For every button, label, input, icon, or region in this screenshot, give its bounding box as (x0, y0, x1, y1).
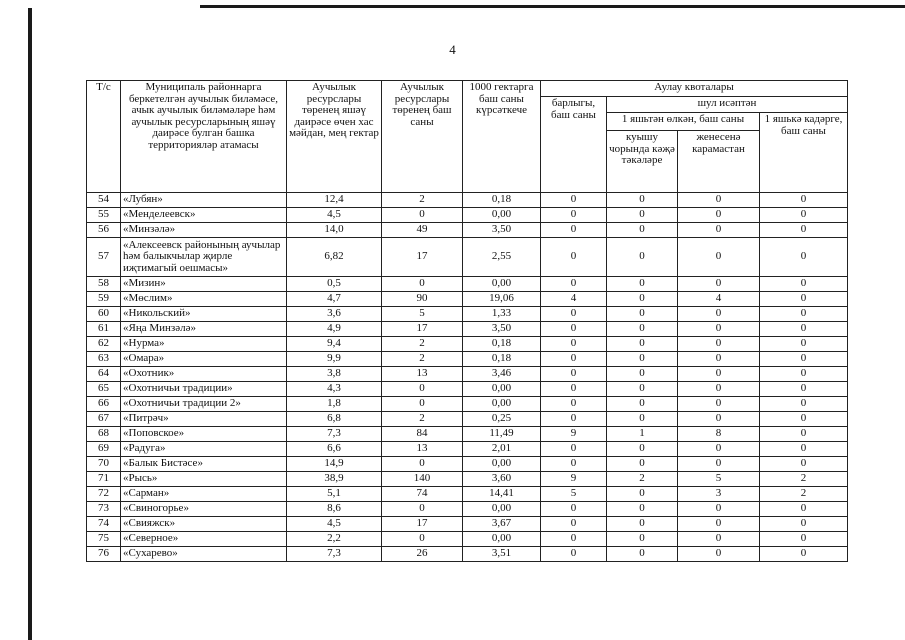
cell-under-one: 0 (760, 397, 848, 412)
cell-males: 0 (607, 322, 678, 337)
cell-area: 4,9 (287, 322, 382, 337)
table-row (87, 382, 848, 397)
cell-under-one: 2 (760, 487, 848, 502)
cell-count: 26 (382, 547, 463, 562)
cell-name: «Нурма» (121, 337, 287, 352)
cell-density: 0,00 (463, 277, 541, 292)
cell-name: «Лубян» (121, 193, 287, 208)
cell-males: 0 (607, 397, 678, 412)
cell-regardless-sex: 0 (678, 223, 760, 238)
cell-count: 0 (382, 532, 463, 547)
cell-total: 0 (541, 307, 607, 322)
cell-no: 65 (87, 382, 121, 397)
cell-no: 72 (87, 487, 121, 502)
cell-name: «Мөслим» (121, 292, 287, 307)
cell-count: 49 (382, 223, 463, 238)
cell-males: 0 (607, 382, 678, 397)
cell-no: 63 (87, 352, 121, 367)
table-row (87, 193, 848, 208)
table-row (87, 337, 848, 352)
cell-under-one: 0 (760, 442, 848, 457)
cell-area: 9,4 (287, 337, 382, 352)
cell-density: 0,00 (463, 502, 541, 517)
cell-males: 0 (607, 208, 678, 223)
cell-no: 66 (87, 397, 121, 412)
cell-males: 0 (607, 547, 678, 562)
cell-regardless-sex: 0 (678, 382, 760, 397)
cell-males: 1 (607, 427, 678, 442)
table-row (87, 292, 848, 307)
cell-no: 75 (87, 532, 121, 547)
cell-area: 8,6 (287, 502, 382, 517)
cell-under-one: 0 (760, 532, 848, 547)
table-row (87, 208, 848, 223)
cell-name: «Минзәлә» (121, 223, 287, 238)
cell-total: 0 (541, 517, 607, 532)
cell-area: 7,3 (287, 547, 382, 562)
cell-density: 2,55 (463, 238, 541, 277)
cell-regardless-sex: 0 (678, 193, 760, 208)
table-row (87, 532, 848, 547)
cell-name: «Свияжск» (121, 517, 287, 532)
header-density: 1000 гектарга баш саны күрсәткече (463, 81, 541, 193)
table-body (87, 193, 848, 562)
cell-area: 4,5 (287, 208, 382, 223)
header-quota-group: Аулау квоталары (541, 81, 848, 97)
cell-total: 0 (541, 352, 607, 367)
cell-count: 2 (382, 193, 463, 208)
cell-total: 0 (541, 382, 607, 397)
cell-males: 0 (607, 352, 678, 367)
header-males: куышу чорында кәҗә тәкәләре (607, 131, 678, 193)
cell-count: 13 (382, 367, 463, 382)
cell-density: 0,18 (463, 352, 541, 367)
cell-area: 3,8 (287, 367, 382, 382)
cell-males: 0 (607, 292, 678, 307)
table-header (87, 81, 848, 193)
cell-count: 13 (382, 442, 463, 457)
scan-top-edge (200, 5, 905, 8)
cell-no: 70 (87, 457, 121, 472)
cell-name: «Северное» (121, 532, 287, 547)
cell-density: 2,01 (463, 442, 541, 457)
table-row (87, 223, 848, 238)
cell-count: 17 (382, 517, 463, 532)
cell-total: 0 (541, 502, 607, 517)
cell-regardless-sex: 0 (678, 457, 760, 472)
cell-regardless-sex: 0 (678, 367, 760, 382)
cell-total: 9 (541, 427, 607, 442)
cell-name: «Омара» (121, 352, 287, 367)
cell-total: 0 (541, 193, 607, 208)
cell-total: 5 (541, 487, 607, 502)
table-row (87, 487, 848, 502)
cell-under-one: 2 (760, 472, 848, 487)
header-count: Аучылык ресурслары төренең баш саны (382, 81, 463, 193)
cell-density: 0,00 (463, 397, 541, 412)
cell-count: 17 (382, 322, 463, 337)
cell-males: 0 (607, 307, 678, 322)
cell-name: «Менделеевск» (121, 208, 287, 223)
cell-no: 62 (87, 337, 121, 352)
cell-area: 1,8 (287, 397, 382, 412)
cell-no: 55 (87, 208, 121, 223)
cell-under-one: 0 (760, 352, 848, 367)
cell-under-one: 0 (760, 517, 848, 532)
cell-count: 2 (382, 412, 463, 427)
cell-regardless-sex: 0 (678, 532, 760, 547)
cell-density: 0,18 (463, 193, 541, 208)
cell-males: 0 (607, 238, 678, 277)
cell-no: 60 (87, 307, 121, 322)
cell-males: 0 (607, 367, 678, 382)
cell-density: 14,41 (463, 487, 541, 502)
cell-no: 61 (87, 322, 121, 337)
table-row (87, 427, 848, 442)
cell-total: 0 (541, 277, 607, 292)
cell-area: 9,9 (287, 352, 382, 367)
cell-name: «Охотничьи традиции 2» (121, 397, 287, 412)
cell-name: «Охотник» (121, 367, 287, 382)
header-including: шул исәптән (607, 97, 848, 113)
cell-regardless-sex: 0 (678, 397, 760, 412)
cell-area: 2,2 (287, 532, 382, 547)
cell-area: 4,3 (287, 382, 382, 397)
cell-area: 4,7 (287, 292, 382, 307)
cell-count: 84 (382, 427, 463, 442)
cell-total: 0 (541, 367, 607, 382)
cell-total: 0 (541, 442, 607, 457)
cell-count: 0 (382, 208, 463, 223)
cell-males: 0 (607, 487, 678, 502)
cell-under-one: 0 (760, 277, 848, 292)
cell-name: «Балык Бистәсе» (121, 457, 287, 472)
cell-regardless-sex: 8 (678, 427, 760, 442)
cell-area: 4,5 (287, 517, 382, 532)
header-total: барлыгы, баш саны (541, 97, 607, 193)
cell-count: 17 (382, 238, 463, 277)
cell-under-one: 0 (760, 322, 848, 337)
cell-density: 0,25 (463, 412, 541, 427)
cell-under-one: 0 (760, 367, 848, 382)
cell-total: 0 (541, 223, 607, 238)
cell-regardless-sex: 0 (678, 277, 760, 292)
cell-count: 0 (382, 397, 463, 412)
cell-area: 7,3 (287, 427, 382, 442)
cell-name: «Сарман» (121, 487, 287, 502)
header-no: Т/с (87, 81, 121, 193)
table-row (87, 472, 848, 487)
cell-count: 140 (382, 472, 463, 487)
cell-no: 68 (87, 427, 121, 442)
cell-regardless-sex: 0 (678, 238, 760, 277)
cell-regardless-sex: 0 (678, 502, 760, 517)
cell-no: 67 (87, 412, 121, 427)
cell-area: 0,5 (287, 277, 382, 292)
cell-under-one: 0 (760, 382, 848, 397)
cell-total: 0 (541, 337, 607, 352)
cell-males: 0 (607, 223, 678, 238)
header-under-one: 1 яшькә кадәрге, баш саны (760, 113, 848, 193)
cell-area: 5,1 (287, 487, 382, 502)
cell-total: 0 (541, 457, 607, 472)
cell-no: 64 (87, 367, 121, 382)
table-row (87, 277, 848, 292)
header-name: Муниципаль районнарга беркетелгән аучылык биләмәсе, ачык аучылык биләмәләре һәм аучылык ресурсларының яшәү даирәсе булган башка территорияләр атамасы (121, 81, 287, 193)
cell-density: 3,60 (463, 472, 541, 487)
cell-total: 0 (541, 547, 607, 562)
cell-total: 0 (541, 412, 607, 427)
cell-area: 38,9 (287, 472, 382, 487)
cell-under-one: 0 (760, 208, 848, 223)
cell-name: «Питрәч» (121, 412, 287, 427)
cell-name: «Яңа Минзәлә» (121, 322, 287, 337)
cell-under-one: 0 (760, 427, 848, 442)
cell-area: 14,0 (287, 223, 382, 238)
cell-regardless-sex: 0 (678, 352, 760, 367)
cell-total: 9 (541, 472, 607, 487)
cell-name: «Сухарево» (121, 547, 287, 562)
scan-left-edge (28, 8, 32, 640)
table-row (87, 502, 848, 517)
header-over-one: 1 яшьтән өлкән, баш саны (607, 113, 760, 131)
cell-density: 19,06 (463, 292, 541, 307)
cell-density: 0,00 (463, 532, 541, 547)
cell-area: 14,9 (287, 457, 382, 472)
cell-count: 2 (382, 337, 463, 352)
cell-name: «Охотничьи традиции» (121, 382, 287, 397)
page-number: 4 (449, 42, 456, 57)
cell-total: 0 (541, 397, 607, 412)
cell-under-one: 0 (760, 457, 848, 472)
cell-regardless-sex: 0 (678, 307, 760, 322)
cell-total: 0 (541, 208, 607, 223)
table-row (87, 547, 848, 562)
cell-regardless-sex: 0 (678, 337, 760, 352)
cell-count: 2 (382, 352, 463, 367)
cell-count: 0 (382, 382, 463, 397)
cell-under-one: 0 (760, 547, 848, 562)
cell-total: 4 (541, 292, 607, 307)
cell-density: 3,50 (463, 223, 541, 238)
cell-no: 54 (87, 193, 121, 208)
cell-total: 0 (541, 532, 607, 547)
cell-area: 6,6 (287, 442, 382, 457)
cell-under-one: 0 (760, 193, 848, 208)
cell-density: 1,33 (463, 307, 541, 322)
cell-density: 0,00 (463, 382, 541, 397)
cell-no: 76 (87, 547, 121, 562)
header-regardless-sex: женесенә карамастан (678, 131, 760, 193)
cell-density: 0,00 (463, 457, 541, 472)
cell-area: 6,8 (287, 412, 382, 427)
cell-count: 74 (382, 487, 463, 502)
cell-area: 12,4 (287, 193, 382, 208)
cell-count: 0 (382, 277, 463, 292)
table-row (87, 238, 848, 277)
cell-no: 69 (87, 442, 121, 457)
cell-under-one: 0 (760, 307, 848, 322)
cell-regardless-sex: 0 (678, 412, 760, 427)
cell-regardless-sex: 0 (678, 208, 760, 223)
cell-count: 5 (382, 307, 463, 322)
table-row (87, 412, 848, 427)
cell-under-one: 0 (760, 292, 848, 307)
cell-males: 0 (607, 442, 678, 457)
cell-under-one: 0 (760, 412, 848, 427)
cell-no: 71 (87, 472, 121, 487)
cell-name: «Свиногорье» (121, 502, 287, 517)
table-row (87, 352, 848, 367)
table-row (87, 397, 848, 412)
cell-males: 2 (607, 472, 678, 487)
table-row (87, 457, 848, 472)
table-row (87, 442, 848, 457)
cell-name: «Поповское» (121, 427, 287, 442)
cell-name: «Мизин» (121, 277, 287, 292)
cell-males: 0 (607, 502, 678, 517)
cell-area: 3,6 (287, 307, 382, 322)
table-row (87, 307, 848, 322)
cell-no: 57 (87, 238, 121, 277)
table-row (87, 367, 848, 382)
cell-density: 3,46 (463, 367, 541, 382)
cell-regardless-sex: 0 (678, 442, 760, 457)
table-row (87, 322, 848, 337)
cell-males: 0 (607, 277, 678, 292)
cell-count: 0 (382, 457, 463, 472)
cell-density: 11,49 (463, 427, 541, 442)
cell-regardless-sex: 0 (678, 322, 760, 337)
cell-density: 3,51 (463, 547, 541, 562)
cell-no: 74 (87, 517, 121, 532)
cell-no: 56 (87, 223, 121, 238)
cell-under-one: 0 (760, 238, 848, 277)
cell-males: 0 (607, 337, 678, 352)
cell-count: 90 (382, 292, 463, 307)
cell-name: «Рысь» (121, 472, 287, 487)
cell-area: 6,82 (287, 238, 382, 277)
cell-total: 0 (541, 322, 607, 337)
cell-no: 73 (87, 502, 121, 517)
cell-under-one: 0 (760, 223, 848, 238)
cell-males: 0 (607, 532, 678, 547)
cell-regardless-sex: 5 (678, 472, 760, 487)
cell-no: 58 (87, 277, 121, 292)
cell-name: «Никольский» (121, 307, 287, 322)
cell-males: 0 (607, 517, 678, 532)
cell-density: 3,50 (463, 322, 541, 337)
cell-regardless-sex: 3 (678, 487, 760, 502)
cell-count: 0 (382, 502, 463, 517)
quota-table (86, 80, 848, 562)
header-area: Аучылык ресурслары төренең яшәү даирәсе өчен хас мәйдан, мең гектар (287, 81, 382, 193)
cell-density: 0,18 (463, 337, 541, 352)
cell-name: «Радуга» (121, 442, 287, 457)
table-row (87, 517, 848, 532)
cell-density: 0,00 (463, 208, 541, 223)
cell-regardless-sex: 0 (678, 547, 760, 562)
cell-males: 0 (607, 457, 678, 472)
cell-under-one: 0 (760, 337, 848, 352)
cell-males: 0 (607, 412, 678, 427)
cell-regardless-sex: 0 (678, 517, 760, 532)
cell-no: 59 (87, 292, 121, 307)
cell-males: 0 (607, 193, 678, 208)
cell-under-one: 0 (760, 502, 848, 517)
cell-name: «Алексеевск районының аучылар һәм балыкчылар җирле иҗтимагый оешмасы» (121, 238, 287, 277)
cell-regardless-sex: 4 (678, 292, 760, 307)
cell-total: 0 (541, 238, 607, 277)
cell-density: 3,67 (463, 517, 541, 532)
